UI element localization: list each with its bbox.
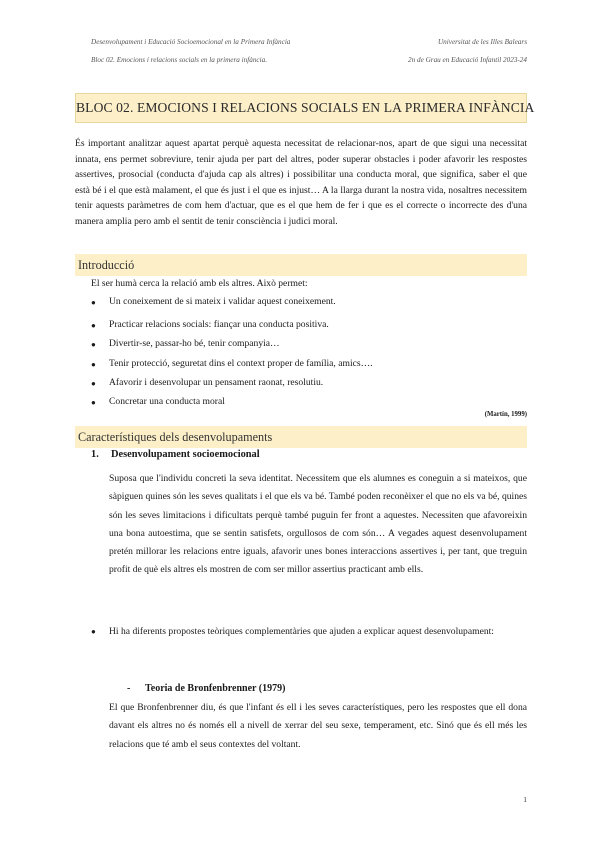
section-heading-band	[75, 254, 527, 276]
bullet-icon: ●	[91, 298, 96, 307]
header-document-title: Desenvolupament i Educació Socioemocional en la Primera Infància	[91, 38, 291, 46]
bullet-icon: ●	[91, 627, 96, 636]
list-item-text: Un coneixement de si mateix i validar aquest coneixement.	[109, 296, 336, 307]
intro-paragraph: És important analitzar aquest apartat perquè aquesta necessitat de relacionar-nos, apart de que sigui una necessitat innata, ens permet sobreviure, tenir ajuda per part del altres, poder superar obstacles i poder afavorir les respostes assertives, prosocial (conducta d'ajuda cap als altres) i possibilitar una conducta moral, que significa, saber el que està bé i el que està malament, el que és just i el que es injust… A la llarga durant la nostra vida, nosaltres necessitem tenir aquests paràmetres de com hem d'actuar, que es el que hem de fer i que es el correcte o incorrecte des d'una manera amplia pero amb el sentit de tenir consciència i judici moral.	[75, 138, 527, 227]
page-number: 1	[523, 795, 527, 804]
bullet-icon: ●	[91, 398, 96, 407]
citation: (Martín, 1999)	[484, 411, 527, 418]
dash-marker: -	[127, 683, 131, 694]
header-university: Universitat de les Illes Balears	[437, 38, 527, 46]
bullet-icon: ●	[91, 379, 96, 388]
section-heading-caracteristiques: Característiques dels desenvolupaments	[78, 430, 273, 444]
section-lead: El ser humà cerca la relació amb els altres. Això permet:	[91, 278, 308, 289]
header-course: 2n de Grau en Educació Infantil 2023-24	[408, 56, 527, 64]
sub-heading	[127, 683, 285, 694]
section-heading-band	[75, 426, 527, 448]
list-item-text: Hi ha diferents propostes teòriques complementàries que ajuden a explicar aquest desenvolupament:	[109, 626, 494, 637]
list-item-text: Tenir protecció, seguretat dins el context proper de família, amics….	[109, 358, 373, 369]
list-item-text: Afavorir i desenvolupar un pensament raonat, resolutiu.	[109, 377, 324, 388]
list-item-text: Practicar relacions socials: fiançar una conducta positiva.	[109, 319, 329, 330]
list-item-text: Divertir-se, passar-ho bé, tenir companyia…	[109, 338, 280, 349]
socioemotional-paragraph: Suposa que l'individu concreti la seva identitat. Necessitem que els alumnes es coneguin a si mateixos, que sàpiguen quines són les seves qualitats i el que els va bé. També poden reconèixer el que no els va bé, quines són les seves limitacions i dificultats perquè també puguin fer front a aquestes. Necessiten que afavoreixin una bona autoestima, que se sentin satisfets, orgullosos de com són… A vegades aquest desenvolupament pretén millorar les relacions entre iguals, afavorir unes bones interaccions assertives i, per tant, que treguin profit de què els altres els mostren de com ser millor assertius practicant amb ells.	[109, 473, 527, 576]
page-title-box	[75, 93, 535, 123]
bullet-icon: ●	[91, 321, 96, 330]
sub-heading-title: Teoria de Bronfenbrenner (1979)	[145, 683, 286, 694]
list-item-text: Concretar una conducta moral	[109, 396, 225, 407]
header-bloc: Bloc 02. Emocions i relacions socials en la primera infància.	[91, 56, 268, 64]
section-heading-introduccio: Introducció	[78, 258, 135, 272]
numbered-heading-title: Desenvolupament socioemocional	[111, 449, 260, 460]
bronfenbrenner-paragraph: El que Bronfenbrenner diu, és que l'infant és ell i les seves característiques, pero les respostes que ell dona davant els altres no és només ell a nivell de xerrar del seu sexe, temperament, etc. Sinó que és ell més les relacions que té amb el seus contextes del voltant.	[109, 702, 527, 750]
bullet-icon: ●	[91, 360, 96, 369]
numbered-heading	[91, 449, 260, 460]
numbered-heading-number: 1.	[91, 449, 99, 460]
bullet-icon: ●	[91, 340, 96, 349]
page-title: BLOC 02. EMOCIONS I RELACIONS SOCIALS EN LA PRIMERA INFÀNCIA	[76, 100, 535, 115]
